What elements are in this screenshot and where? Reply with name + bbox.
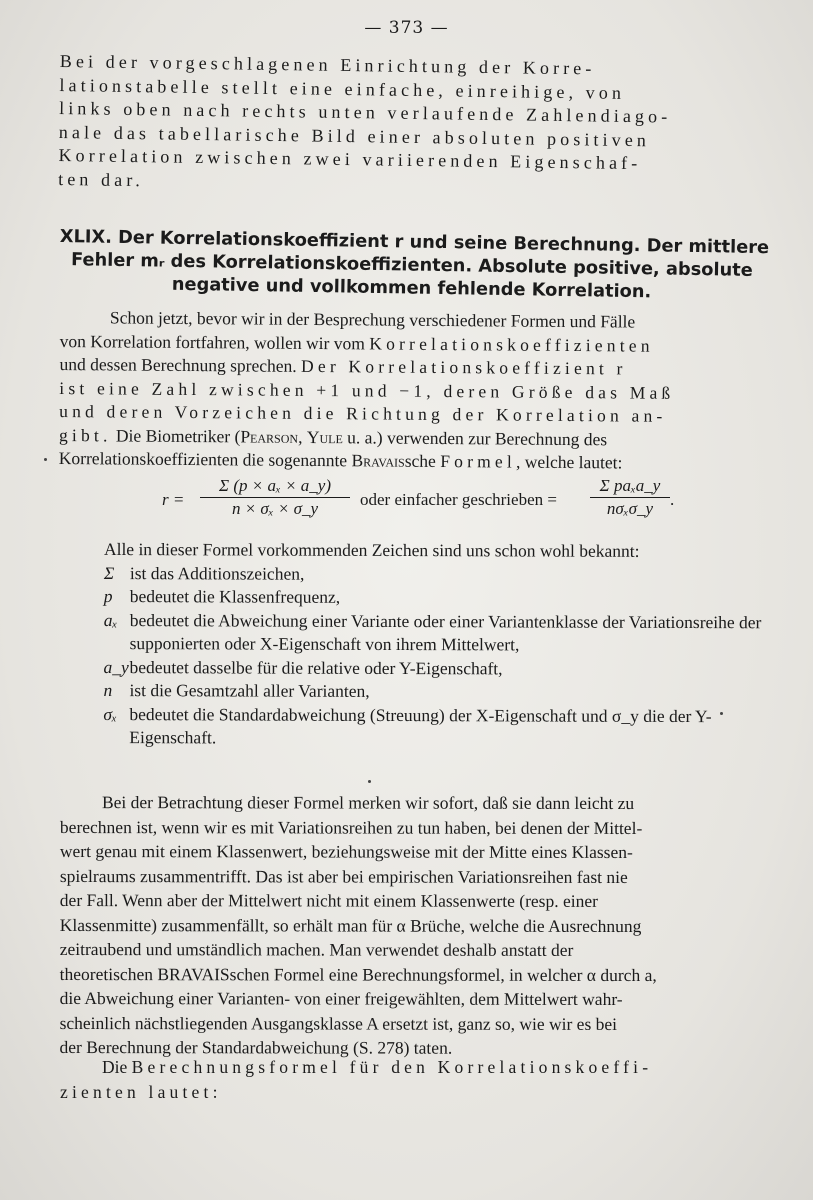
- text-line: zeitraubend und umständlich machen. Man verwendet deshalb anstatt der: [59, 938, 574, 960]
- symbol-meaning: bedeutet die Abweichung einer Variante oder einer Variantenklasse der Variationsreihe der supponierten oder X-Eigenschaft von ihrem Mittelwert,: [129, 609, 762, 655]
- text-line: lationstabelle stellt eine einfache, einreihige, von: [59, 74, 626, 103]
- heading-line: negative und vollkommen fehlende Korrelation.: [171, 273, 652, 303]
- text-line: und deren Vorzeichen die Richtung der Korrelation an-: [59, 400, 667, 426]
- text-run: sche: [404, 450, 441, 471]
- symbol-meaning: ist das Additionszeichen,: [129, 562, 305, 584]
- symbol: p: [103, 585, 113, 607]
- text-line: spielraums zusammentrifft. Das ist aber bei empirischen Variationsreihen fast nie: [59, 865, 628, 887]
- symbol-meaning: bedeutet die Klassenfrequenz,: [129, 586, 341, 607]
- author-name: Bravais: [351, 450, 405, 471]
- fraction-short: [590, 476, 670, 519]
- symbol: n: [103, 679, 113, 701]
- text-run: Korrelationskoeffizienten die sogenannte: [58, 447, 352, 471]
- text-line: theoretischen BRAVAISschen Formel eine Berechnungsformel, in welcher α durch a,: [59, 963, 657, 985]
- text-line: ist eine Zahl zwischen +1 und −1, deren Größe das Maß: [59, 377, 675, 403]
- bravais-formula: [160, 476, 720, 532]
- text-line: die Abweichung einer Varianten- von einer freigewählten, dem Mittelwert wahr-: [59, 987, 623, 1009]
- text-run: und dessen Berechnung sprechen.: [59, 353, 302, 376]
- text-line: der Fall. Wenn aber der Mittelwert nicht mit einem Klassenwerte (resp. einer: [59, 889, 598, 911]
- paragraph-correlation-table: [58, 50, 763, 201]
- section-heading: [59, 225, 770, 305]
- formula-middle-text: oder einfacher geschrieben =: [360, 490, 557, 509]
- spaced-term: gibt.: [58, 424, 112, 445]
- text-line: zienten lautet:: [60, 1082, 222, 1102]
- text-line: links oben nach rechts unten verlaufende Zahlendiago-: [59, 97, 672, 127]
- text-line: Bei der Betrachtung dieser Formel merken wir sofort, daß sie dann leicht zu: [101, 792, 635, 814]
- text-run: Die Biometriker (: [111, 424, 241, 446]
- definition-item: [103, 679, 763, 705]
- fraction-bar: [590, 497, 670, 498]
- text-line: Klassenmitte) zusammenfällt, so erhält man für α Brüche, welche die Ausrechnung: [59, 914, 642, 936]
- definition-item: [103, 702, 763, 751]
- fraction-bar: [200, 497, 350, 498]
- symbol: σₓ: [103, 703, 118, 724]
- author-name: Pearson: [240, 425, 299, 447]
- spaced-term: Formel: [440, 450, 517, 472]
- symbol-meaning: bedeutet die Standardabweichung (Streuung) der X-Eigenschaft und σ_y die der Y-Eigenschaft.: [129, 703, 712, 748]
- fraction-denominator: n × σₓ × σ_y: [231, 499, 319, 518]
- symbol-meaning: bedeutet dasselbe für die relative oder Y-Eigenschaft,: [129, 656, 503, 678]
- text-line: [59, 447, 762, 476]
- definition-item: [104, 561, 764, 587]
- text-line: Bei der vorgeschlagenen Einrichtung der Korre-: [59, 50, 596, 79]
- symbol-meaning: ist die Gesamtzahl aller Varianten,: [129, 680, 370, 701]
- definition-item: [104, 608, 764, 657]
- text-line: scheinlich nächstliegenden Ausgangsklasse A ersetzt ist, ganz so, wie wir es bei: [59, 1012, 618, 1034]
- symbol: a_y: [103, 656, 129, 677]
- text-line: Schon jetzt, bevor wir in der Besprechung verschiedener Formen und Fälle: [109, 307, 636, 332]
- text-line: der Berechnung der Standardabweichung (S. 278) taten.: [59, 1036, 453, 1058]
- text-line: [60, 1055, 763, 1080]
- text-line: nale das tabellarische Bild einer absoluten positiven: [58, 121, 651, 150]
- paragraph-definition: [59, 306, 763, 476]
- spaced-term: Korrelationskoeffizienten: [369, 332, 654, 356]
- heading-line: XLIX. Der Korrelationskoeffizient r und seine Berechnung. Der mittlere: [59, 225, 770, 259]
- fraction-numerator: Σ (p × aₓ × a_y): [219, 476, 331, 495]
- fraction-numerator: Σ paₓa_y: [599, 476, 661, 495]
- fraction-full: [200, 476, 350, 519]
- paragraph-computation: [60, 790, 763, 1061]
- text-run: u. a.) verwenden zur Berechnung des: [342, 426, 608, 449]
- heading-line: Fehler mᵣ des Korrelationskoeffizienten. Absolute positive, absolute: [70, 249, 753, 281]
- fraction-denominator: nσₓσ_y: [606, 499, 654, 518]
- text-line: ten dar.: [58, 168, 145, 190]
- formula-lhs: r =: [162, 490, 185, 509]
- print-speck: [44, 458, 47, 461]
- definition-item: [104, 655, 764, 681]
- text-run: Die: [102, 1057, 132, 1077]
- spaced-term: Der Korrelationskoeffizient r: [300, 355, 627, 379]
- page-number: — 373 —: [364, 18, 449, 38]
- definitions-intro: Alle in dieser Formel vorkommenden Zeichen sind uns schon wohl bekannt:: [103, 539, 640, 561]
- spaced-term: Berechnungsformel für den Korrelationskoeffi-: [131, 1057, 653, 1077]
- text-line: wert genau mit einem Klassenwert, beziehungsweise mit der Mitte eines Klassen-: [59, 840, 633, 862]
- text-line: Korrelation zwischen zwei variierenden Eigenschaf-: [58, 144, 642, 174]
- text-run: , welche lautet:: [515, 451, 623, 473]
- text-run: von Korrelation fortfahren, wollen wir vom: [59, 330, 370, 353]
- print-speck: [720, 712, 723, 715]
- text-run: ,: [298, 426, 307, 447]
- paragraph-formula-intro: [60, 1055, 763, 1105]
- text-line: berechnen ist, wenn wir es mit Variationsreihen zu tun haben, bei denen der Mittel-: [59, 816, 643, 838]
- symbol: aₓ: [103, 609, 118, 630]
- definition-item: [104, 585, 764, 611]
- author-name: Yule: [306, 426, 343, 447]
- symbol: Σ: [103, 562, 115, 583]
- formula-end: .: [670, 490, 675, 509]
- symbol-definitions: [103, 538, 764, 752]
- print-speck: [368, 780, 371, 783]
